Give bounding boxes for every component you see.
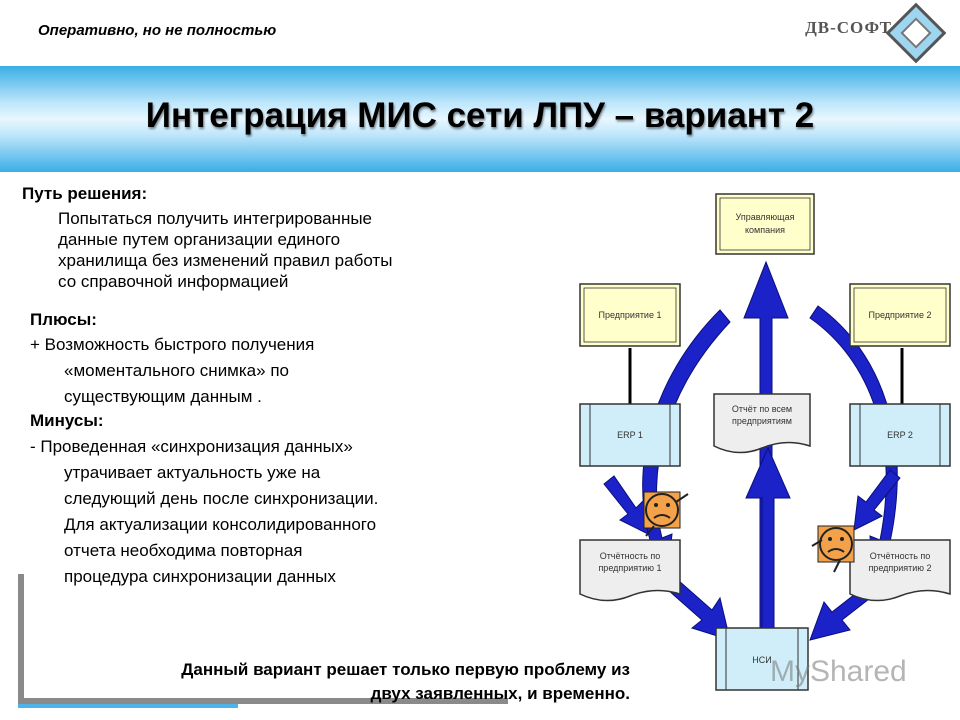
- management-label: Управляющая: [735, 212, 795, 222]
- pros-line: + Возможность быстрого получения: [30, 335, 315, 354]
- integration-diagram: [560, 180, 960, 720]
- conclusion-line: двух заявленных, и временно.: [370, 684, 630, 703]
- pros-line: «моментального снимка» по: [64, 361, 289, 380]
- solution-line: данные путем организации единого: [58, 230, 341, 249]
- cons-line: утрачивает актуальность уже на: [64, 463, 321, 482]
- pros-line: существующим данным .: [64, 387, 262, 406]
- cons-line: Для актуализации консолидированного: [64, 515, 377, 534]
- arrow-nsi-to-report: [746, 448, 790, 632]
- cons-line: отчета необходима повторная: [64, 541, 303, 560]
- erp2-label: ERP 2: [887, 430, 913, 440]
- solution-line: хранилища без изменений правил работы: [58, 251, 393, 270]
- report1-label: Отчётность по: [599, 551, 661, 561]
- pros-heading: Плюсы:: [30, 310, 97, 329]
- cons-line: - Проведенная «синхронизация данных»: [30, 437, 353, 456]
- solution-heading: Путь решения:: [22, 184, 148, 203]
- sad-face-icon: [812, 526, 854, 572]
- management-box: [716, 194, 814, 254]
- cons-line: процедура синхронизации данных: [64, 567, 336, 586]
- sad-face-icon: [644, 492, 688, 536]
- solution-line: Попытаться получить интегрированные: [58, 209, 373, 228]
- report2-label: предприятию 2: [868, 563, 932, 573]
- report2-label: Отчётность по: [869, 551, 931, 561]
- report-all-label: предприятиям: [732, 416, 792, 426]
- logo-text: ДВ-СОФТ: [805, 18, 892, 37]
- enterprise2-label: Предприятие 2: [868, 310, 932, 320]
- enterprise1-label: Предприятие 1: [598, 310, 662, 320]
- cons-heading: Минусы:: [30, 411, 104, 430]
- watermark: MyShared: [770, 655, 907, 688]
- management-label: компания: [745, 225, 785, 235]
- conclusion: [40, 658, 630, 706]
- solution-line: со справочной информацией: [58, 272, 289, 291]
- report-all-label: Отчёт по всем: [731, 404, 793, 414]
- erp1-label: ERP 1: [617, 430, 643, 440]
- nsi-label: НСИ: [752, 655, 772, 665]
- report1-label: предприятию 1: [598, 563, 662, 573]
- decor-bar-vertical: [18, 574, 24, 704]
- cons-line: следующий день после синхронизации.: [64, 489, 379, 508]
- tagline: Оперативно, но не полностью: [38, 22, 277, 39]
- page-title: Интеграция МИС сети ЛПУ – вариант 2: [145, 96, 815, 135]
- conclusion-line: Данный вариант решает только первую проблему из: [181, 660, 630, 679]
- arrow-erp1-to-report1: [604, 476, 648, 534]
